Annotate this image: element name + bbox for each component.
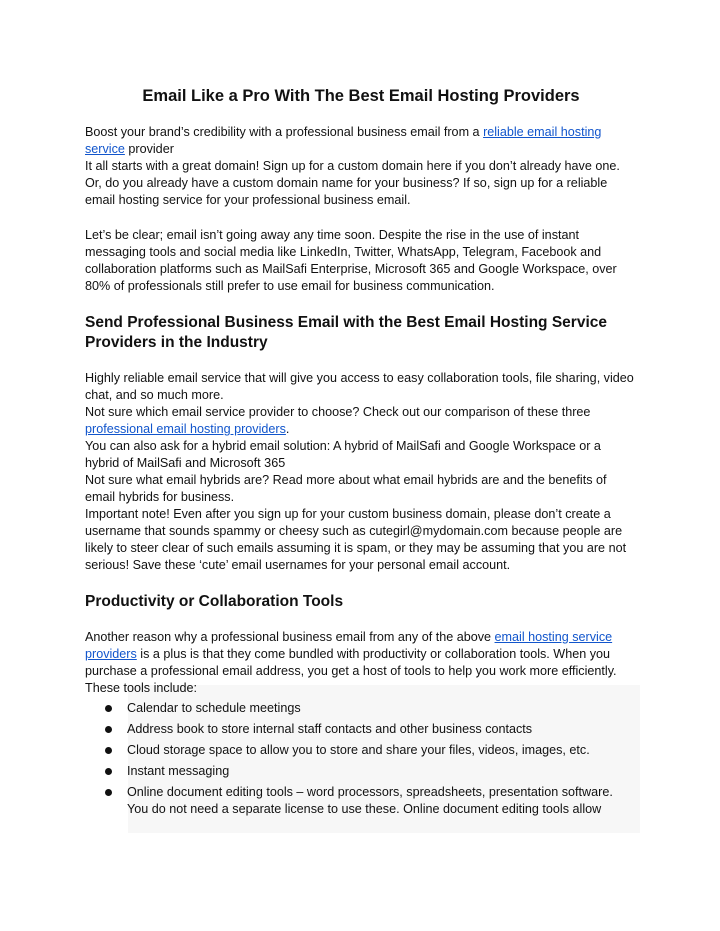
section-2-heading-block [85,592,637,612]
list-item: Online document editing tools – word processors, spreadsheets, presentation software. You do not need a separate license to use these. Online document editing tools allow [85,784,637,818]
tools-list [85,700,637,818]
list-item: Cloud storage space to allow you to store and share your files, videos, images, etc. [85,742,637,759]
professional-hosting-link[interactable]: professional email hosting providers [85,422,286,436]
section-1-paragraph-5: Important note! Even after you sign up for your custom business domain, please don’t create a username that sounds spammy or cheesy such as cutegirl@mydomain.com because people are likely to steer clear of such emails assuming it is spam, or they may be assuming that you are not serious! Save these ‘cute’ email usernames for your personal email account. [85,507,627,572]
bullet-icon [105,747,112,754]
section-1-body [85,370,637,574]
tools-list-block [85,700,637,822]
intro-paragraph-1-rest: It all starts with a great domain! Sign up for a custom domain here if you don’t already have one. Or, do you already have a custom domain name for your business? If so, sign up for a reliable email hosting service for your professional business email. [85,159,620,207]
list-item: Address book to store internal staff contacts and other business contacts [85,721,637,738]
list-item: Calendar to schedule meetings [85,700,637,717]
section-1-paragraph-1: Highly reliable email service that will give you access to easy collaboration tools, file sharing, video chat, and so much more. [85,371,634,402]
list-item: Instant messaging [85,763,637,780]
section-1-paragraph-3: You can also ask for a hybrid email solution: A hybrid of MailSafi and Google Workspace or a hybrid of MailSafi and Microsoft 365 [85,439,601,470]
section-1-paragraph-2: Not sure which email service provider to choose? Check out our comparison of these three professional email hosting providers. [85,405,591,436]
intro-paragraph-1: Boost your brand’s credibility with a professional business email from a reliable email hosting service provider [85,125,602,156]
section-1-paragraph-4: Not sure what email hybrids are? Read more about what email hybrids are and the benefits of email hybrids for business. [85,473,607,504]
section-1-heading-block [85,313,637,353]
bullet-icon [105,789,112,796]
page-title: Email Like a Pro With The Best Email Hosting Providers [142,87,580,105]
bullet-icon [105,768,112,775]
section-2-heading: Productivity or Collaboration Tools [85,593,344,610]
section-2-paragraph-1: Another reason why a professional business email from any of the above email hosting service providers is a plus is that they come bundled with productivity or collaboration tools. When you purchase a professional email address, you get a host of tools to help you work more efficiently. These tools include: [85,630,617,695]
bullet-icon [105,705,112,712]
hosting-providers-link[interactable]: email hosting service providers [85,630,613,661]
bullet-icon [105,726,112,733]
section-1-heading: Send Professional Business Email with the Best Email Hosting Service Providers in the Industry [85,314,607,351]
intro-paragraph-2: Let’s be clear; email isn’t going away any time soon. Despite the rise in the use of instant messaging tools and social media like LinkedIn, Twitter, WhatsApp, Telegram, Facebook and collaboration platforms such as MailSafi Enterprise, Microsoft 365 and Google Workspace, over 80% of professionals still prefer to use email for business communication. [85,228,617,293]
section-2-body [85,629,637,697]
intro-paragraph-2-block [85,227,637,295]
intro-section [85,124,637,209]
reliable-hosting-link[interactable]: reliable email hosting service [85,125,602,156]
